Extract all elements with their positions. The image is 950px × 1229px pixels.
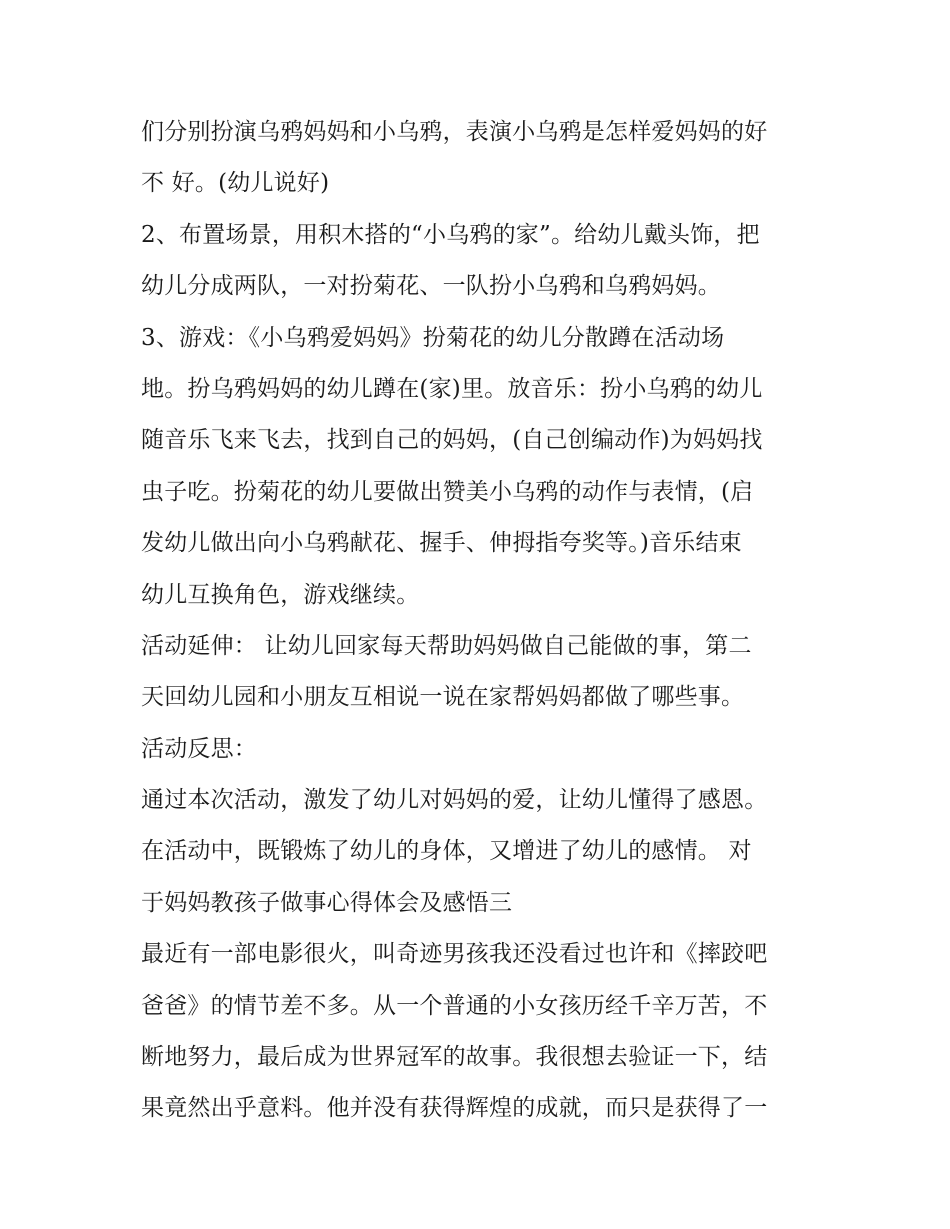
section-heading-reflection: 活动反思： bbox=[141, 735, 257, 762]
text-line: 不 好。(幼儿说好) bbox=[141, 170, 330, 197]
text-line: 幼儿互换角色，游戏继续。 bbox=[141, 581, 420, 608]
text-line: 随音乐飞来飞去，找到自己的妈妈，(自己创编动作)为妈妈找 bbox=[141, 427, 763, 454]
text-line: 们分别扮演乌鸦妈妈和小乌鸦，表演小乌鸦是怎样爱妈妈的好 bbox=[141, 119, 768, 145]
text-line: 地。扮乌鸦妈妈的幼儿蹲在(家)里。放音乐：扮小乌鸦的幼儿 bbox=[141, 375, 763, 402]
text-line: 3、游戏：《小乌鸦爱妈妈》扮菊花的幼儿分散蹲在活动场 bbox=[141, 324, 725, 351]
body-text bbox=[141, 107, 821, 1135]
text-line: 幼儿分成两队，一对扮菊花、一队扮小乌鸦和乌鸦妈妈。 bbox=[141, 273, 721, 300]
text-line: 断地努力，最后成为世界冠军的故事。我很想去验证一下，结 bbox=[141, 1044, 768, 1071]
text-line: 通过本次活动，激发了幼儿对妈妈的爱，让幼儿懂得了感恩。 bbox=[141, 787, 768, 814]
text-line: 最近有一部电影很火，叫奇迹男孩我还没看过也许和《摔跤吧 bbox=[141, 941, 768, 968]
text-line: 发幼儿做出向小乌鸦献花、握手、伸拇指夸奖等。)音乐结束 bbox=[141, 530, 742, 557]
section-line-activity-extension: 活动延伸： 让幼儿回家每天帮助妈妈做自己能做的事，第二 bbox=[141, 632, 752, 659]
text-line: 2、布置场景，用积木搭的“小乌鸦的家”。给幼儿戴头饰，把 bbox=[141, 221, 760, 248]
text-line: 爸爸》的情节差不多。从一个普通的小女孩历经千辛万苦，不 bbox=[141, 992, 768, 1019]
section-title-line: 于妈妈教孩子做事心得体会及感悟三 bbox=[141, 889, 513, 916]
text-line: 果竟然出乎意料。他并没有获得辉煌的成就，而只是获得了一 bbox=[141, 1095, 768, 1122]
text-line: 天回幼儿园和小朋友互相说一说在家帮妈妈都做了哪些事。 bbox=[141, 684, 745, 711]
text-line: 在活动中，既锻炼了幼儿的身体，又增进了幼儿的感情。 对 bbox=[141, 838, 752, 865]
text-line: 虫子吃。扮菊花的幼儿要做出赞美小乌鸦的动作与表情，(启 bbox=[141, 478, 754, 505]
